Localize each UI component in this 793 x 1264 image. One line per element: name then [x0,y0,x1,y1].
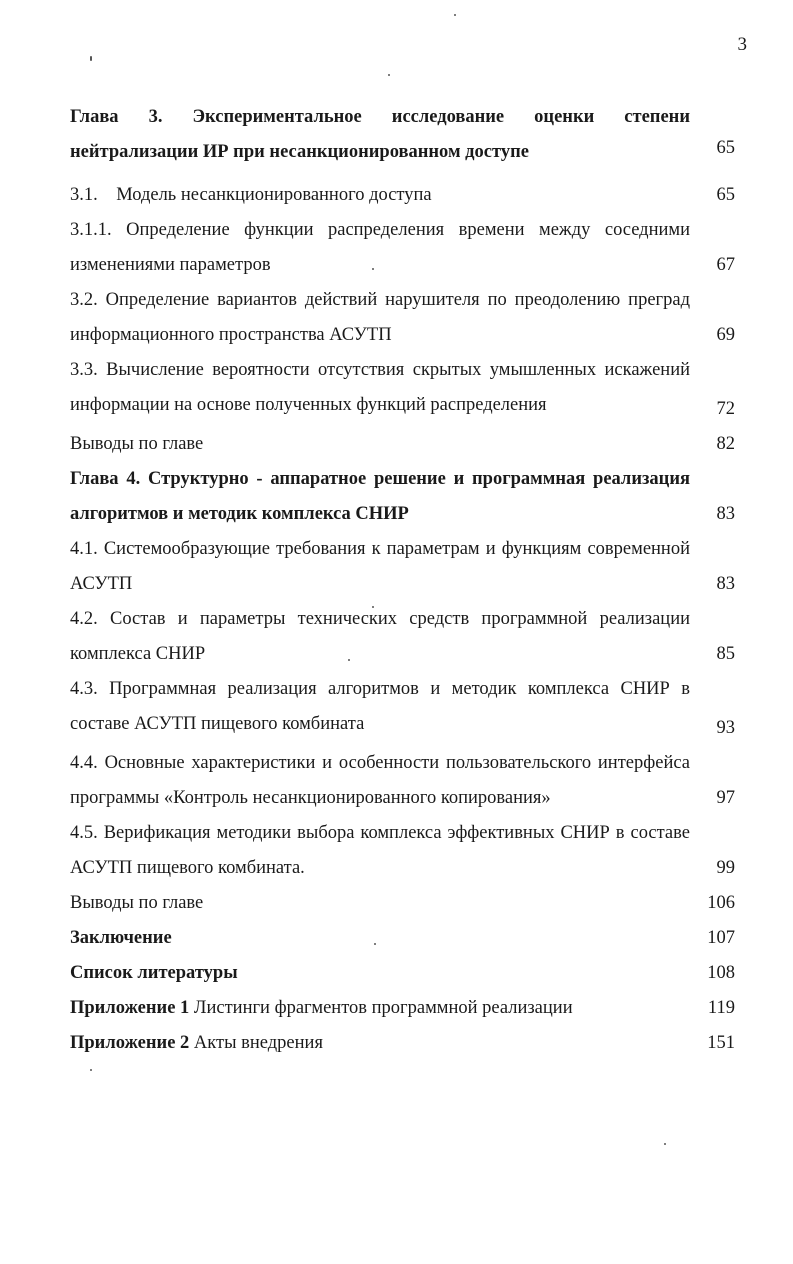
scan-speck [372,268,374,270]
toc-entry-title-bold: Приложение 2 [70,1033,190,1053]
toc-entry-title [70,991,690,1026]
toc-entry-4-5 [70,816,735,886]
toc-entry-conclusions-4 [70,886,735,921]
scan-speck [374,943,376,945]
toc-entry-title [70,1026,690,1061]
toc-entry-title: Глава 3. Экспериментальное исследование оценки степени нейтрализации ИР при несанкционированном доступе [70,107,690,162]
scan-speck [664,1143,666,1145]
toc-entry-title: 4.4. Основные характеристики и особенности пользовательского интерфейса программы «Контроль несанкционированного копирования» [70,753,690,808]
toc-entry-4-1 [70,532,735,602]
toc-entry-title: 3.1.1. Определение функции распределения времени между соседними изменениями параметров [70,220,690,275]
scan-speck [454,14,456,16]
scan-speck [372,606,374,608]
toc-entry-title: Выводы по главе [70,893,204,913]
toc-entry-title: 4.3. Программная реализация алгоритмов и методик комплекса СНИР в составе АСУТП пищевого комбината [70,679,690,734]
toc-entry-appendix-1 [70,991,735,1026]
toc-entry-page: 83 [716,574,735,594]
scan-speck [90,56,92,61]
toc-entry-title: 4.2. Состав и параметры технических средств программной реализации комплекса СНИР [70,609,690,664]
toc-entry-title: 4.1. Системообразующие требования к параметрам и функциям современной АСУТП [70,539,690,594]
toc-entry-page: 65 [716,185,735,205]
toc-entry-4-4 [70,746,735,816]
toc-entry-page: 151 [707,1033,735,1053]
toc-entry-page: 108 [707,963,735,983]
toc-entry-page: 82 [716,434,735,454]
toc-entry-title-rest: Листинги фрагментов программной реализации [189,998,573,1018]
scan-speck [348,659,350,661]
toc-entry-page: 93 [716,718,735,738]
toc-entry-appendix-2 [70,1026,735,1061]
toc-entry-title: 3.2. Определение вариантов действий нарушителя по преодолению преград информационного пространства АСУТП [70,290,690,345]
toc-entry-conclusion [70,921,735,956]
page-number: 3 [737,34,747,55]
scan-speck [90,1069,92,1071]
toc-entry-page: 69 [716,325,735,345]
table-of-contents [70,100,735,1061]
toc-entry-references [70,956,735,991]
toc-entry-title: Заключение [70,928,172,948]
toc-entry-page: 99 [716,858,735,878]
toc-entry-page: 83 [716,504,735,524]
toc-entry-3-1-1 [70,213,735,283]
toc-entry-title: 4.5. Верификация методики выбора комплекса эффективных СНИР в составе АСУТП пищевого комбината. [70,823,690,878]
toc-entry-4-2 [70,602,735,672]
scan-speck [388,74,390,76]
toc-entry-page: 65 [716,138,735,158]
toc-entry-title-bold: Приложение 1 [70,998,190,1018]
toc-entry-title: 3.1. Модель несанкционированного доступа [70,185,432,205]
toc-entry-title: Выводы по главе [70,434,204,454]
toc-entry-conclusions-3 [70,427,735,462]
toc-entry-page: 72 [716,399,735,419]
toc-entry-page: 106 [707,893,735,913]
toc-entry-page: 67 [716,255,735,275]
toc-entry-3-3 [70,353,735,423]
toc-entry-3-1 [70,178,735,213]
toc-entry-4-3 [70,672,735,742]
toc-entry-chapter-3 [70,100,735,170]
toc-entry-3-2 [70,283,735,353]
toc-entry-page: 97 [716,788,735,808]
toc-entry-title: Список литературы [70,963,238,983]
toc-entry-page: 85 [716,644,735,664]
toc-entry-page: 107 [707,928,735,948]
toc-entry-title-rest: Акты внедрения [189,1033,323,1053]
toc-entry-title: Глава 4. Структурно - аппаратное решение и программная реализация алгоритмов и методик комплекса СНИР [70,469,690,524]
toc-entry-chapter-4 [70,462,735,532]
toc-entry-page: 119 [707,998,735,1018]
toc-entry-title: 3.3. Вычисление вероятности отсутствия скрытых умышленных искажений информации на основе полученных функций распределения [70,360,690,415]
